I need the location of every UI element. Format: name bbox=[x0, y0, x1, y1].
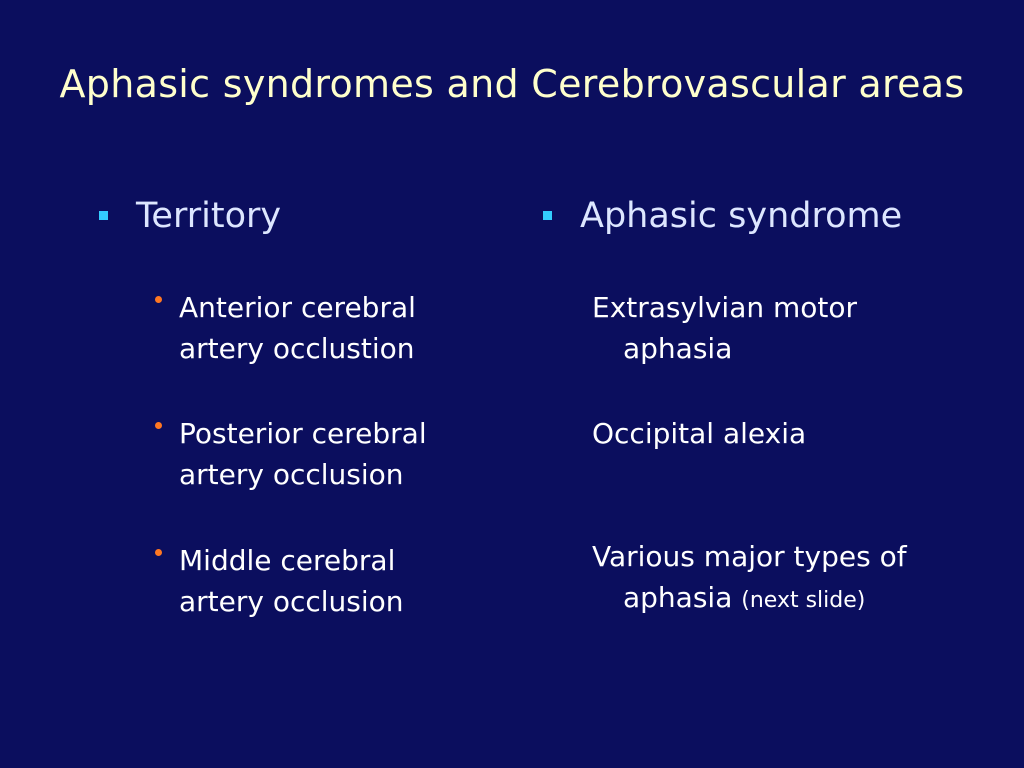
territory-item bbox=[179, 413, 427, 495]
territory-item bbox=[179, 287, 416, 369]
territory-item-line: Anterior cerebral bbox=[179, 291, 416, 324]
territory-item-line: artery occlusion bbox=[179, 585, 404, 618]
syndrome-heading-bullet bbox=[543, 211, 552, 220]
territory-item-line: artery occlustion bbox=[179, 332, 415, 365]
page-title: Aphasic syndromes and Cerebrovascular areas bbox=[59, 62, 965, 106]
territory-item-line: Middle cerebral bbox=[179, 544, 396, 577]
territory-heading-bullet bbox=[99, 211, 108, 220]
territory-item-bullet bbox=[155, 549, 162, 556]
territory-item-bullet bbox=[155, 422, 162, 429]
syndrome-heading: Aphasic syndrome bbox=[580, 196, 903, 236]
territory-item-line: Posterior cerebral bbox=[179, 417, 427, 450]
syndrome-item-line bbox=[592, 577, 907, 621]
syndrome-item bbox=[592, 536, 907, 621]
syndrome-item-text: aphasia bbox=[623, 581, 733, 614]
syndrome-item-note: (next slide) bbox=[741, 588, 866, 613]
territory-item-bullet bbox=[155, 296, 162, 303]
syndrome-item-line: aphasia bbox=[623, 332, 733, 365]
syndrome-item-line: Occipital alexia bbox=[592, 417, 807, 450]
syndrome-item bbox=[592, 413, 806, 454]
territory-item-line: artery occlusion bbox=[179, 458, 404, 491]
territory-heading: Territory bbox=[136, 196, 282, 236]
syndrome-item-line: Extrasylvian motor bbox=[592, 291, 858, 324]
territory-item bbox=[179, 540, 404, 622]
syndrome-item-line: Various major types of bbox=[592, 540, 907, 573]
syndrome-item bbox=[592, 287, 857, 369]
